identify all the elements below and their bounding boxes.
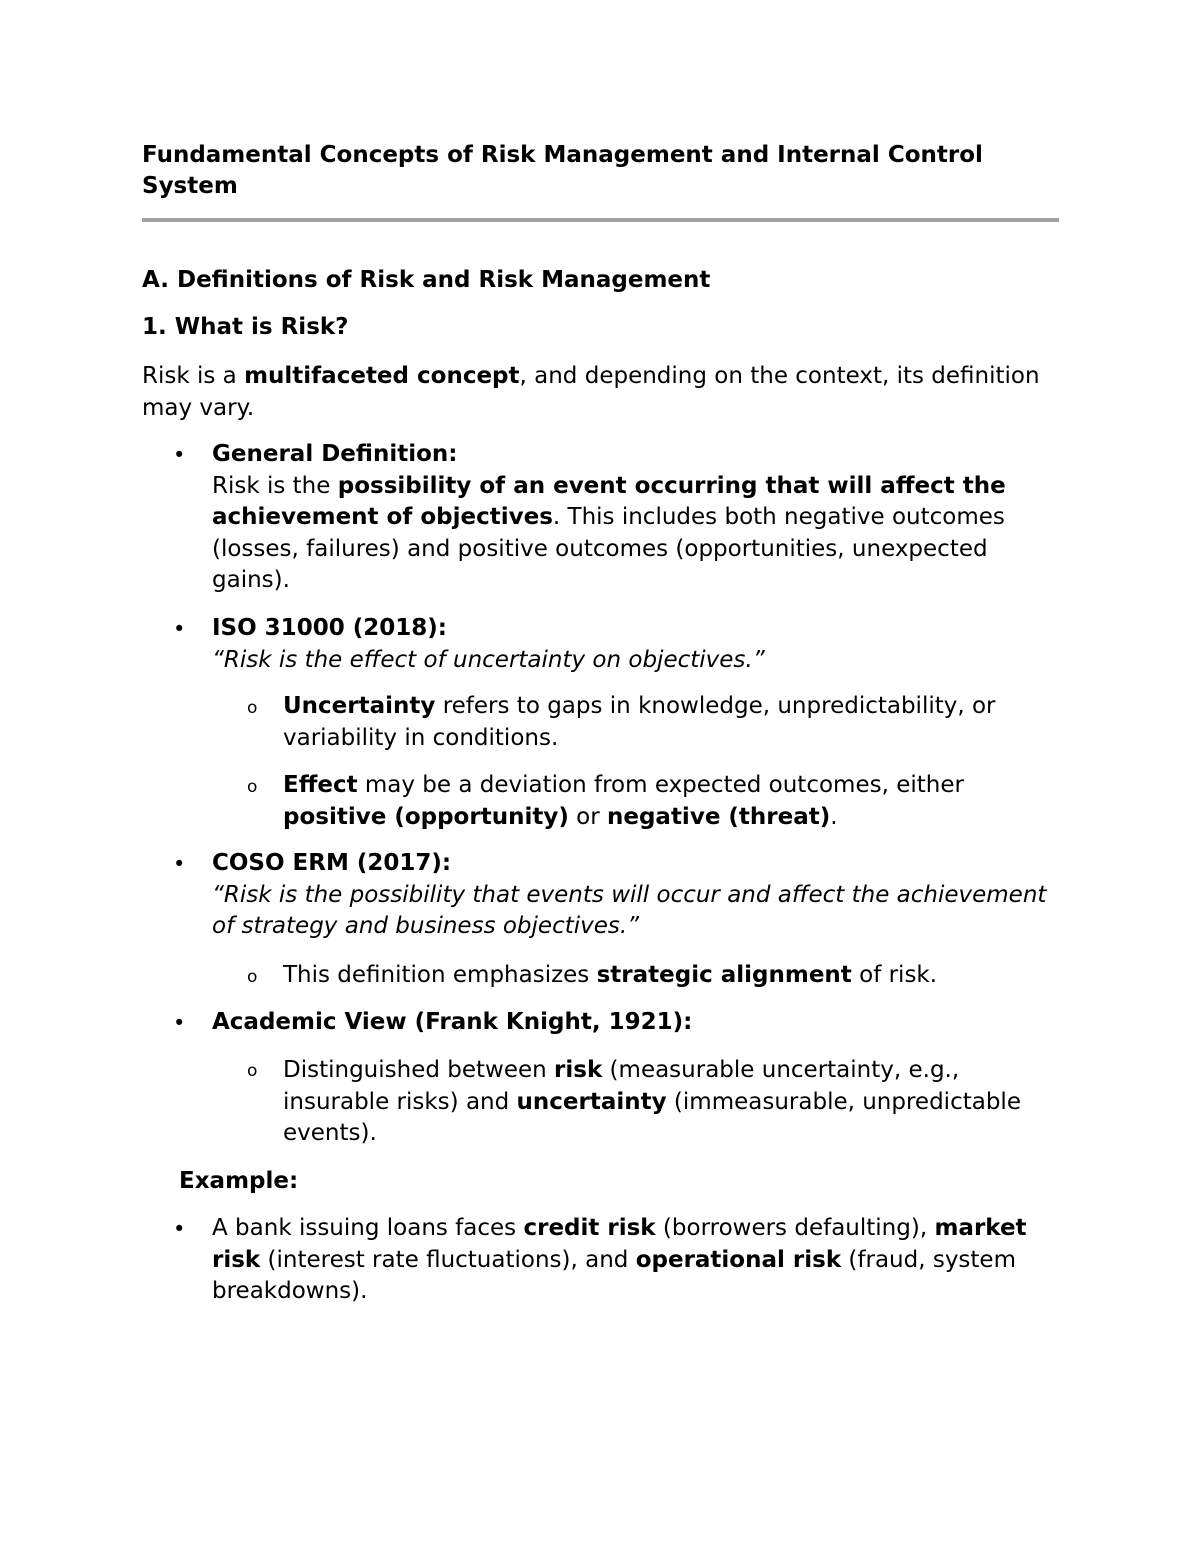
list-item-academic-view <box>212 1007 1047 1039</box>
coso-quote: “Risk is the possibility that events will occur and affect the achievement of strategy and business objectives.” <box>212 881 1047 939</box>
sub-bullet-marker: o <box>247 777 258 797</box>
bullet-marker: • <box>173 852 186 876</box>
general-definition-label: General Definition: <box>212 441 458 467</box>
bullet-marker: • <box>173 1217 186 1241</box>
sub-bullet-marker: o <box>247 967 258 987</box>
bullet-marker: • <box>173 443 186 467</box>
bullet-marker: • <box>173 617 186 641</box>
list-item-coso-erm <box>212 848 1047 943</box>
iso-quote: “Risk is the effect of uncertainty on objectives.” <box>212 646 765 673</box>
academic-label: Academic View (Frank Knight, 1921): <box>212 1009 693 1035</box>
academic-sub-item: Distinguished between risk (measurable uncertainty, e.g., insurable risks) and uncertainty (immeasurable, unpredictable events). <box>283 1057 1021 1146</box>
list-item-general-definition: General Definition: Risk is the possibility of an event occurring that will affect the achievement of objectives. This includes both negative outcomes (losses, failures) and positive outcomes (opportunities, unexpected gains). <box>212 439 1047 597</box>
document-title: Fundamental Concepts of Risk Management and Internal Control System <box>142 142 983 199</box>
example-heading: Example: <box>179 1168 299 1194</box>
coso-sub-item: This definition emphasizes strategic alignment of risk. <box>283 962 938 988</box>
bullet-marker: • <box>173 1011 186 1035</box>
title-divider <box>142 218 1059 222</box>
intro-paragraph: Risk is a multifaceted concept, and depending on the context, its definition may vary. <box>142 363 1040 421</box>
sub-bullet-marker: o <box>247 1061 258 1081</box>
iso-sub-item-uncertainty: Uncertainty refers to gaps in knowledge, unpredictability, or variability in conditions. <box>283 693 996 751</box>
list-item-iso-31000 <box>212 613 1047 676</box>
iso-label: ISO 31000 (2018): <box>212 615 447 641</box>
subsection-heading-1: 1. What is Risk? <box>142 314 349 340</box>
section-heading-a: A. Definitions of Risk and Risk Management <box>142 267 711 293</box>
list-item-example: A bank issuing loans faces credit risk (borrowers defaulting), market risk (interest rate fluctuations), and operational risk (fraud, system breakdowns). <box>212 1215 1027 1304</box>
iso-sub-item-effect: Effect may be a deviation from expected outcomes, either positive (opportunity) or negative (threat). <box>283 772 964 830</box>
coso-label: COSO ERM (2017): <box>212 850 452 876</box>
sub-bullet-marker: o <box>247 698 258 718</box>
